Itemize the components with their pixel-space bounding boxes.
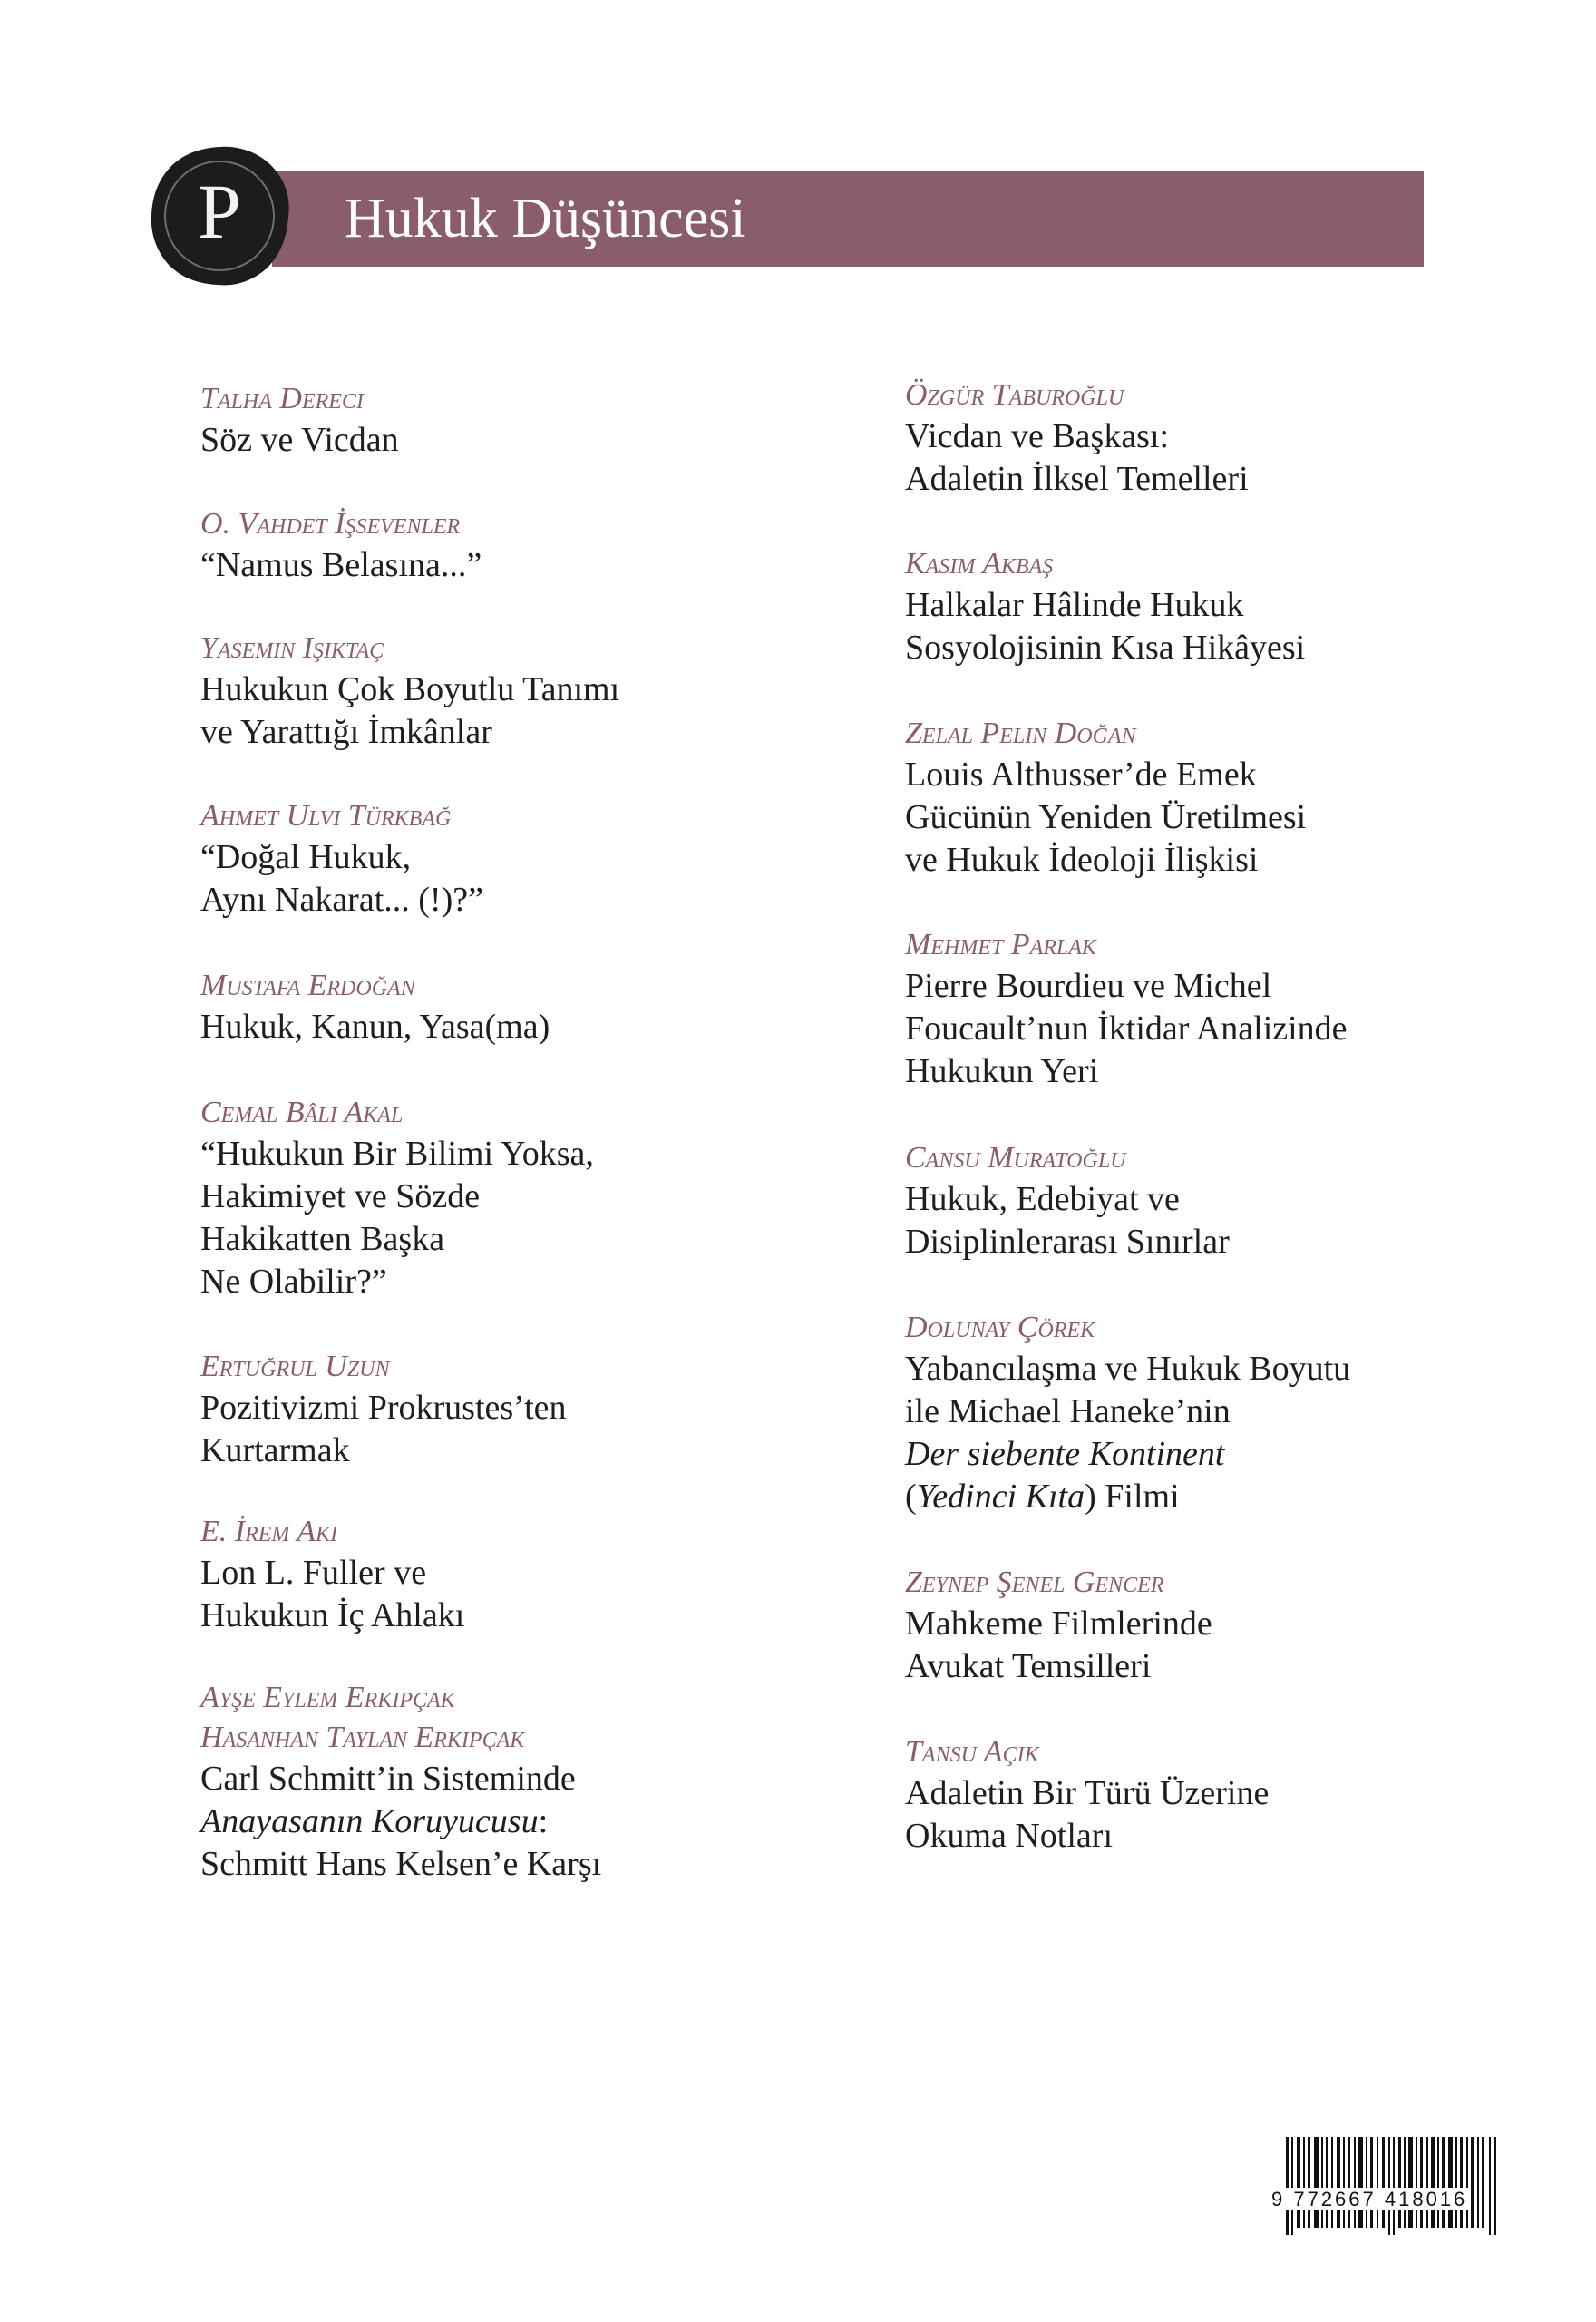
article-title: Okuma Notları bbox=[905, 1817, 1114, 1855]
article-title: Hakimiyet ve Sözde bbox=[200, 1177, 481, 1215]
article-title-italic: Anayasanın Koruyucusu bbox=[200, 1802, 539, 1840]
article-entry bbox=[905, 1563, 1467, 1688]
article-title: Hukukun İç Ahlakı bbox=[200, 1596, 465, 1634]
article-entry bbox=[905, 925, 1467, 1093]
article-title: Vicdan ve Başkası: bbox=[905, 417, 1170, 455]
article-author: Zelal Pelin Doğan bbox=[905, 717, 1136, 750]
film-title-turkish: Yedinci Kıta bbox=[916, 1478, 1085, 1516]
article-author: Cemal Bâli Akal bbox=[200, 1096, 404, 1129]
header-band bbox=[272, 171, 1424, 267]
film-title-original: Der siebente Kontinent bbox=[905, 1435, 1225, 1473]
article-title: Sosyolojisinin Kısa Hikâyesi bbox=[905, 629, 1306, 667]
article-title: Ne Olabilir?” bbox=[200, 1263, 387, 1301]
article-entry bbox=[200, 1512, 853, 1637]
article-author: Zeynep Şenel Gencer bbox=[905, 1566, 1164, 1599]
article-author: E. İrem Akı bbox=[200, 1515, 338, 1548]
article-entry bbox=[200, 1093, 853, 1303]
article-entry bbox=[200, 629, 853, 754]
article-title: “Namus Belasına...” bbox=[200, 546, 482, 584]
article-entry bbox=[200, 379, 853, 462]
article-title-suffix: : bbox=[538, 1802, 549, 1840]
article-title: Pierre Bourdieu ve Michel bbox=[905, 967, 1272, 1005]
article-title: ile Michael Haneke’nin bbox=[905, 1392, 1231, 1430]
article-title: Schmitt Hans Kelsen’e Karşı bbox=[200, 1845, 602, 1883]
article-title: Mahkeme Filmlerinde bbox=[905, 1605, 1212, 1643]
article-title bbox=[905, 1476, 1467, 1518]
article-author: Ayşe Eylem Erkipçak bbox=[200, 1681, 455, 1714]
article-title: Disiplinlerarası Sınırlar bbox=[905, 1223, 1230, 1261]
article-author: O. Vahdet İşsevenler bbox=[200, 507, 461, 541]
article-entry bbox=[200, 796, 853, 922]
article-title: Yabancılaşma ve Hukuk Boyutu bbox=[905, 1350, 1351, 1388]
article-author: Hasanhan Taylan Erkipçak bbox=[200, 1721, 525, 1754]
article-title: Adaletin İlksel Temelleri bbox=[905, 460, 1249, 498]
article-author: Yasemin Işıktaç bbox=[200, 631, 384, 665]
article-author: Mehmet Parlak bbox=[905, 928, 1096, 961]
article-title: Hukuk, Edebiyat ve bbox=[905, 1180, 1180, 1218]
barcode-digits: 9 772667 418016 bbox=[1271, 2188, 1468, 2210]
article-title: Halkalar Hâlinde Hukuk bbox=[905, 586, 1244, 624]
article-entry bbox=[200, 1347, 853, 1472]
barcode bbox=[1286, 2137, 1500, 2235]
article-title: Pozitivizmi Prokrustes’ten bbox=[200, 1389, 567, 1427]
article-author: Cansu Muratoğlu bbox=[905, 1141, 1126, 1175]
journal-title: Hukuk Düşüncesi bbox=[345, 188, 746, 249]
article-title: Louis Althusser’de Emek bbox=[905, 756, 1257, 794]
article-author: Tansu Açık bbox=[905, 1735, 1039, 1769]
article-entry bbox=[200, 504, 853, 587]
article-entry bbox=[905, 1732, 1467, 1858]
article-title: Söz ve Vicdan bbox=[200, 421, 399, 459]
article-title: “Doğal Hukuk, bbox=[200, 838, 412, 876]
article-title: Aynı Nakarat... (!)?” bbox=[200, 881, 483, 919]
article-title: Carl Schmitt’in Sisteminde bbox=[200, 1760, 576, 1798]
article-entry bbox=[200, 966, 853, 1049]
article-title: Hakikatten Başka bbox=[200, 1220, 445, 1258]
article-title: Lon L. Fuller ve bbox=[200, 1554, 427, 1592]
article-author: Dolunay Çörek bbox=[905, 1311, 1095, 1344]
article-title bbox=[905, 1433, 1467, 1476]
article-title: Avukat Temsilleri bbox=[905, 1647, 1152, 1685]
article-entry bbox=[905, 376, 1467, 501]
article-entry bbox=[200, 1678, 853, 1886]
article-title: Adaletin Bir Türü Üzerine bbox=[905, 1774, 1270, 1812]
article-title: Hukukun Yeri bbox=[905, 1052, 1099, 1090]
article-author: Kasım Akbaş bbox=[905, 547, 1054, 580]
article-title: Hukukun Çok Boyutlu Tanımı bbox=[200, 670, 620, 708]
article-author: Özgür Taburoğlu bbox=[905, 378, 1124, 412]
article-title: “Hukukun Bir Bilimi Yoksa, bbox=[200, 1135, 594, 1173]
article-author: Mustafa Erdoğan bbox=[200, 969, 415, 1002]
article-entry bbox=[905, 1308, 1467, 1518]
article-title: Kurtarmak bbox=[200, 1431, 350, 1469]
article-title: ve Yarattığı İmkânlar bbox=[200, 713, 492, 751]
article-title: ve Hukuk İdeoloji İlişkisi bbox=[905, 841, 1259, 879]
film-paren-close: ) Filmi bbox=[1085, 1478, 1180, 1516]
article-author: Ahmet Ulvi Türkbağ bbox=[200, 799, 452, 833]
article-title: Hukuk, Kanun, Yasa(ma) bbox=[200, 1008, 550, 1046]
article-entry bbox=[905, 1138, 1467, 1263]
article-entry bbox=[905, 544, 1467, 669]
logo-letter: P bbox=[198, 168, 241, 255]
article-title bbox=[200, 1800, 853, 1843]
journal-logo bbox=[147, 143, 292, 288]
article-title: Gücünün Yeniden Üretilmesi bbox=[905, 798, 1307, 836]
article-title: Foucault’nun İktidar Analizinde bbox=[905, 1010, 1348, 1048]
article-author: Ertuğrul Uzun bbox=[200, 1350, 390, 1383]
film-paren-open: ( bbox=[905, 1478, 917, 1516]
article-entry bbox=[905, 714, 1467, 882]
article-author: Talha Dereci bbox=[200, 382, 364, 415]
barcode-number bbox=[1270, 2188, 1505, 2211]
